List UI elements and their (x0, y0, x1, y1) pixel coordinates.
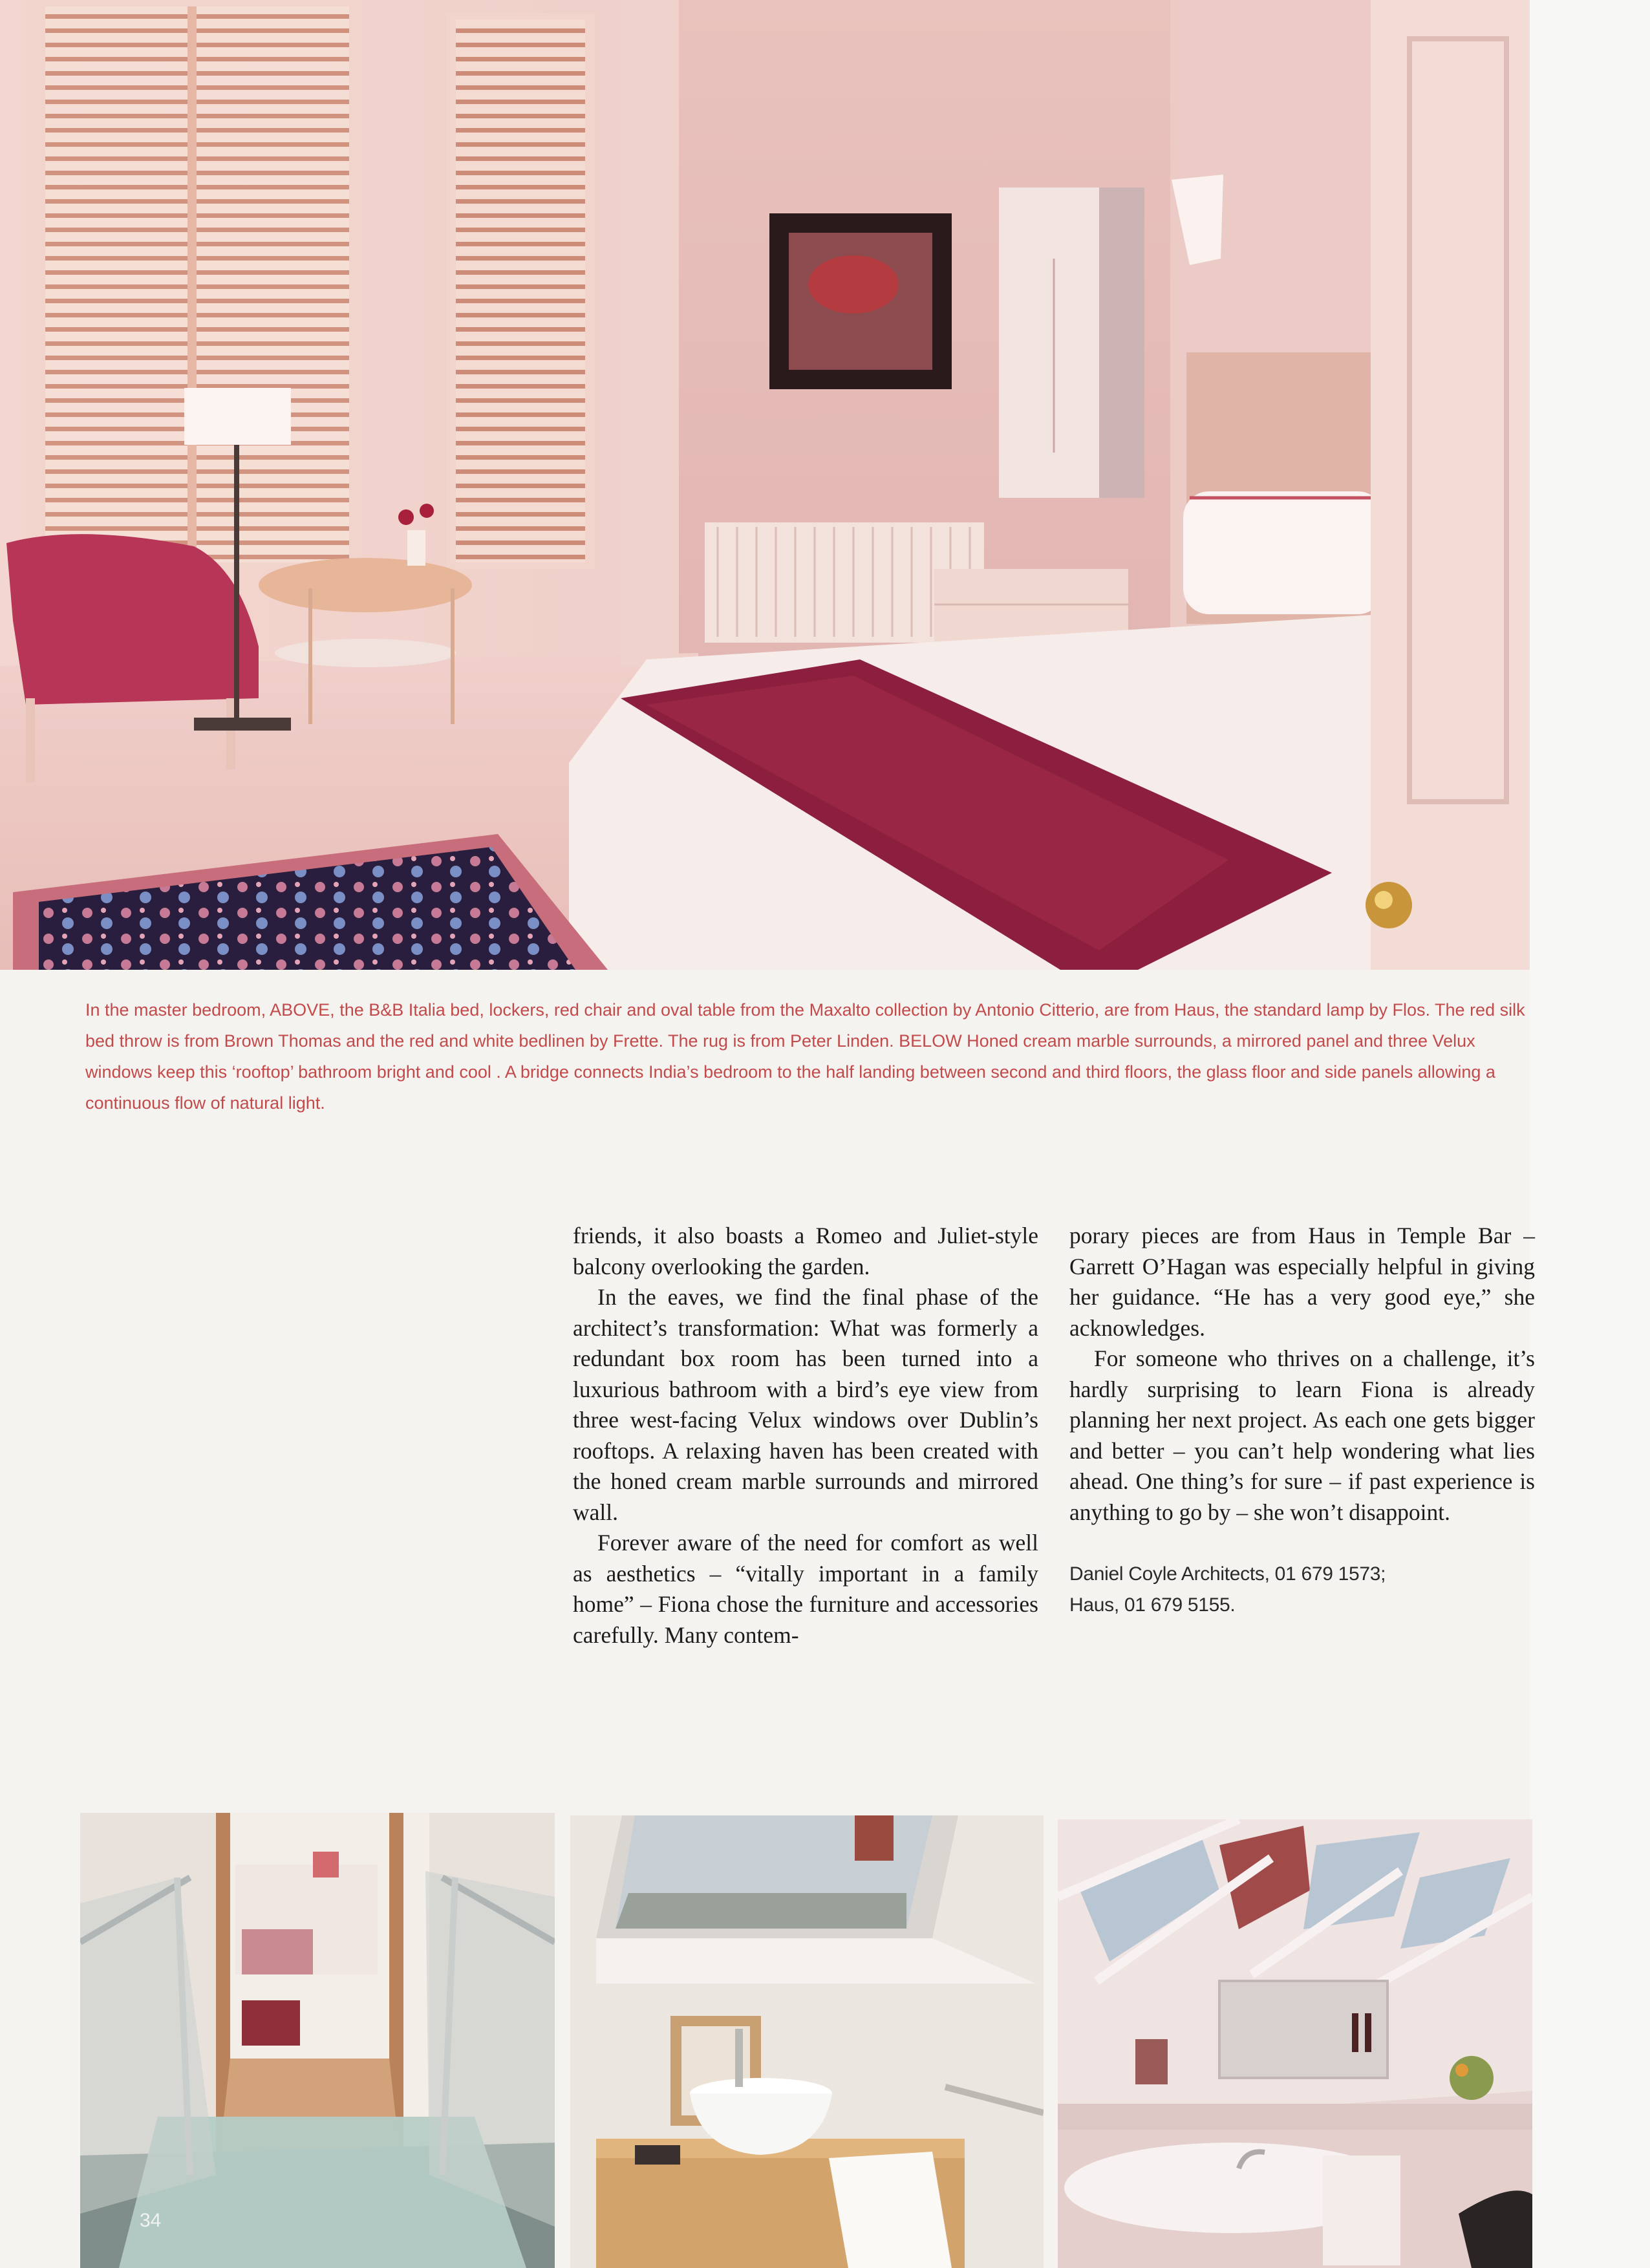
body-column-2 (1069, 1221, 1535, 1621)
credit-line: Daniel Coyle Architects, 01 679 1573; (1069, 1563, 1386, 1585)
credit-line: Haus, 01 679 5155. (1069, 1594, 1236, 1616)
page-number: 34 (140, 2210, 162, 2231)
paragraph: In the eaves, we find the final phase of the architect’s transformation: What was formerly a redundant box room has been turned into a luxurious bathroom with a bird’s eye view from three west-facing Velux windows over Dublin’s rooftops. A relaxing haven has been created with the honed cream marble surrounds and mirrored wall. (573, 1284, 1038, 1525)
paragraph: porary pieces are from Haus in Temple Bar – Garrett O’Hagan was especially helpful in giving her guidance. “He has a very good eye,” she acknowledges. (1069, 1223, 1535, 1341)
photo-caption: In the master bedroom, ABOVE, the B&B Italia bed, lockers, red chair and oval table from the Maxalto collection by Antonio Citterio, are from Haus, the standard lamp by Flos. The red silk bed throw is from Brown Thomas and the red and white bedlinen by Frette. The rug is from Peter Linden. BELOW Honed cream marble surrounds, a mirrored panel and three Velux windows keep this ‘rooftop’ bathroom bright and cool . A bridge connects India’s bedroom to the half landing between second and third floors, the glass floor and side panels allowing a continuous flow of natural light. (85, 1000, 1525, 1113)
rooftop-bathroom-photo (1058, 1819, 1532, 2268)
contact-credits (1069, 1559, 1535, 1621)
bathroom-basin-photo (570, 1815, 1044, 2268)
bedroom-photo (0, 0, 1530, 970)
paragraph: For someone who thrives on a challenge, it’s hardly surprising to learn Fiona is already planning her next project. As each one gets bigger and better – you can’t help wondering what lies ahead. One thing’s for sure – if past experience is anything to go by – she won’t disappoint. (1069, 1345, 1535, 1525)
paragraph: friends, it also boasts a Romeo and Juliet-style balcony overlooking the garden. (573, 1223, 1038, 1279)
body-column-1 (573, 1221, 1038, 1651)
paragraph: Forever aware of the need for comfort as well as aesthetics – “vitally important in a family home” – Fiona chose the furniture and accessories carefully. Many contem- (573, 1530, 1038, 1648)
page-edge (1530, 0, 1650, 2268)
glass-bridge-photo (80, 1813, 555, 2268)
